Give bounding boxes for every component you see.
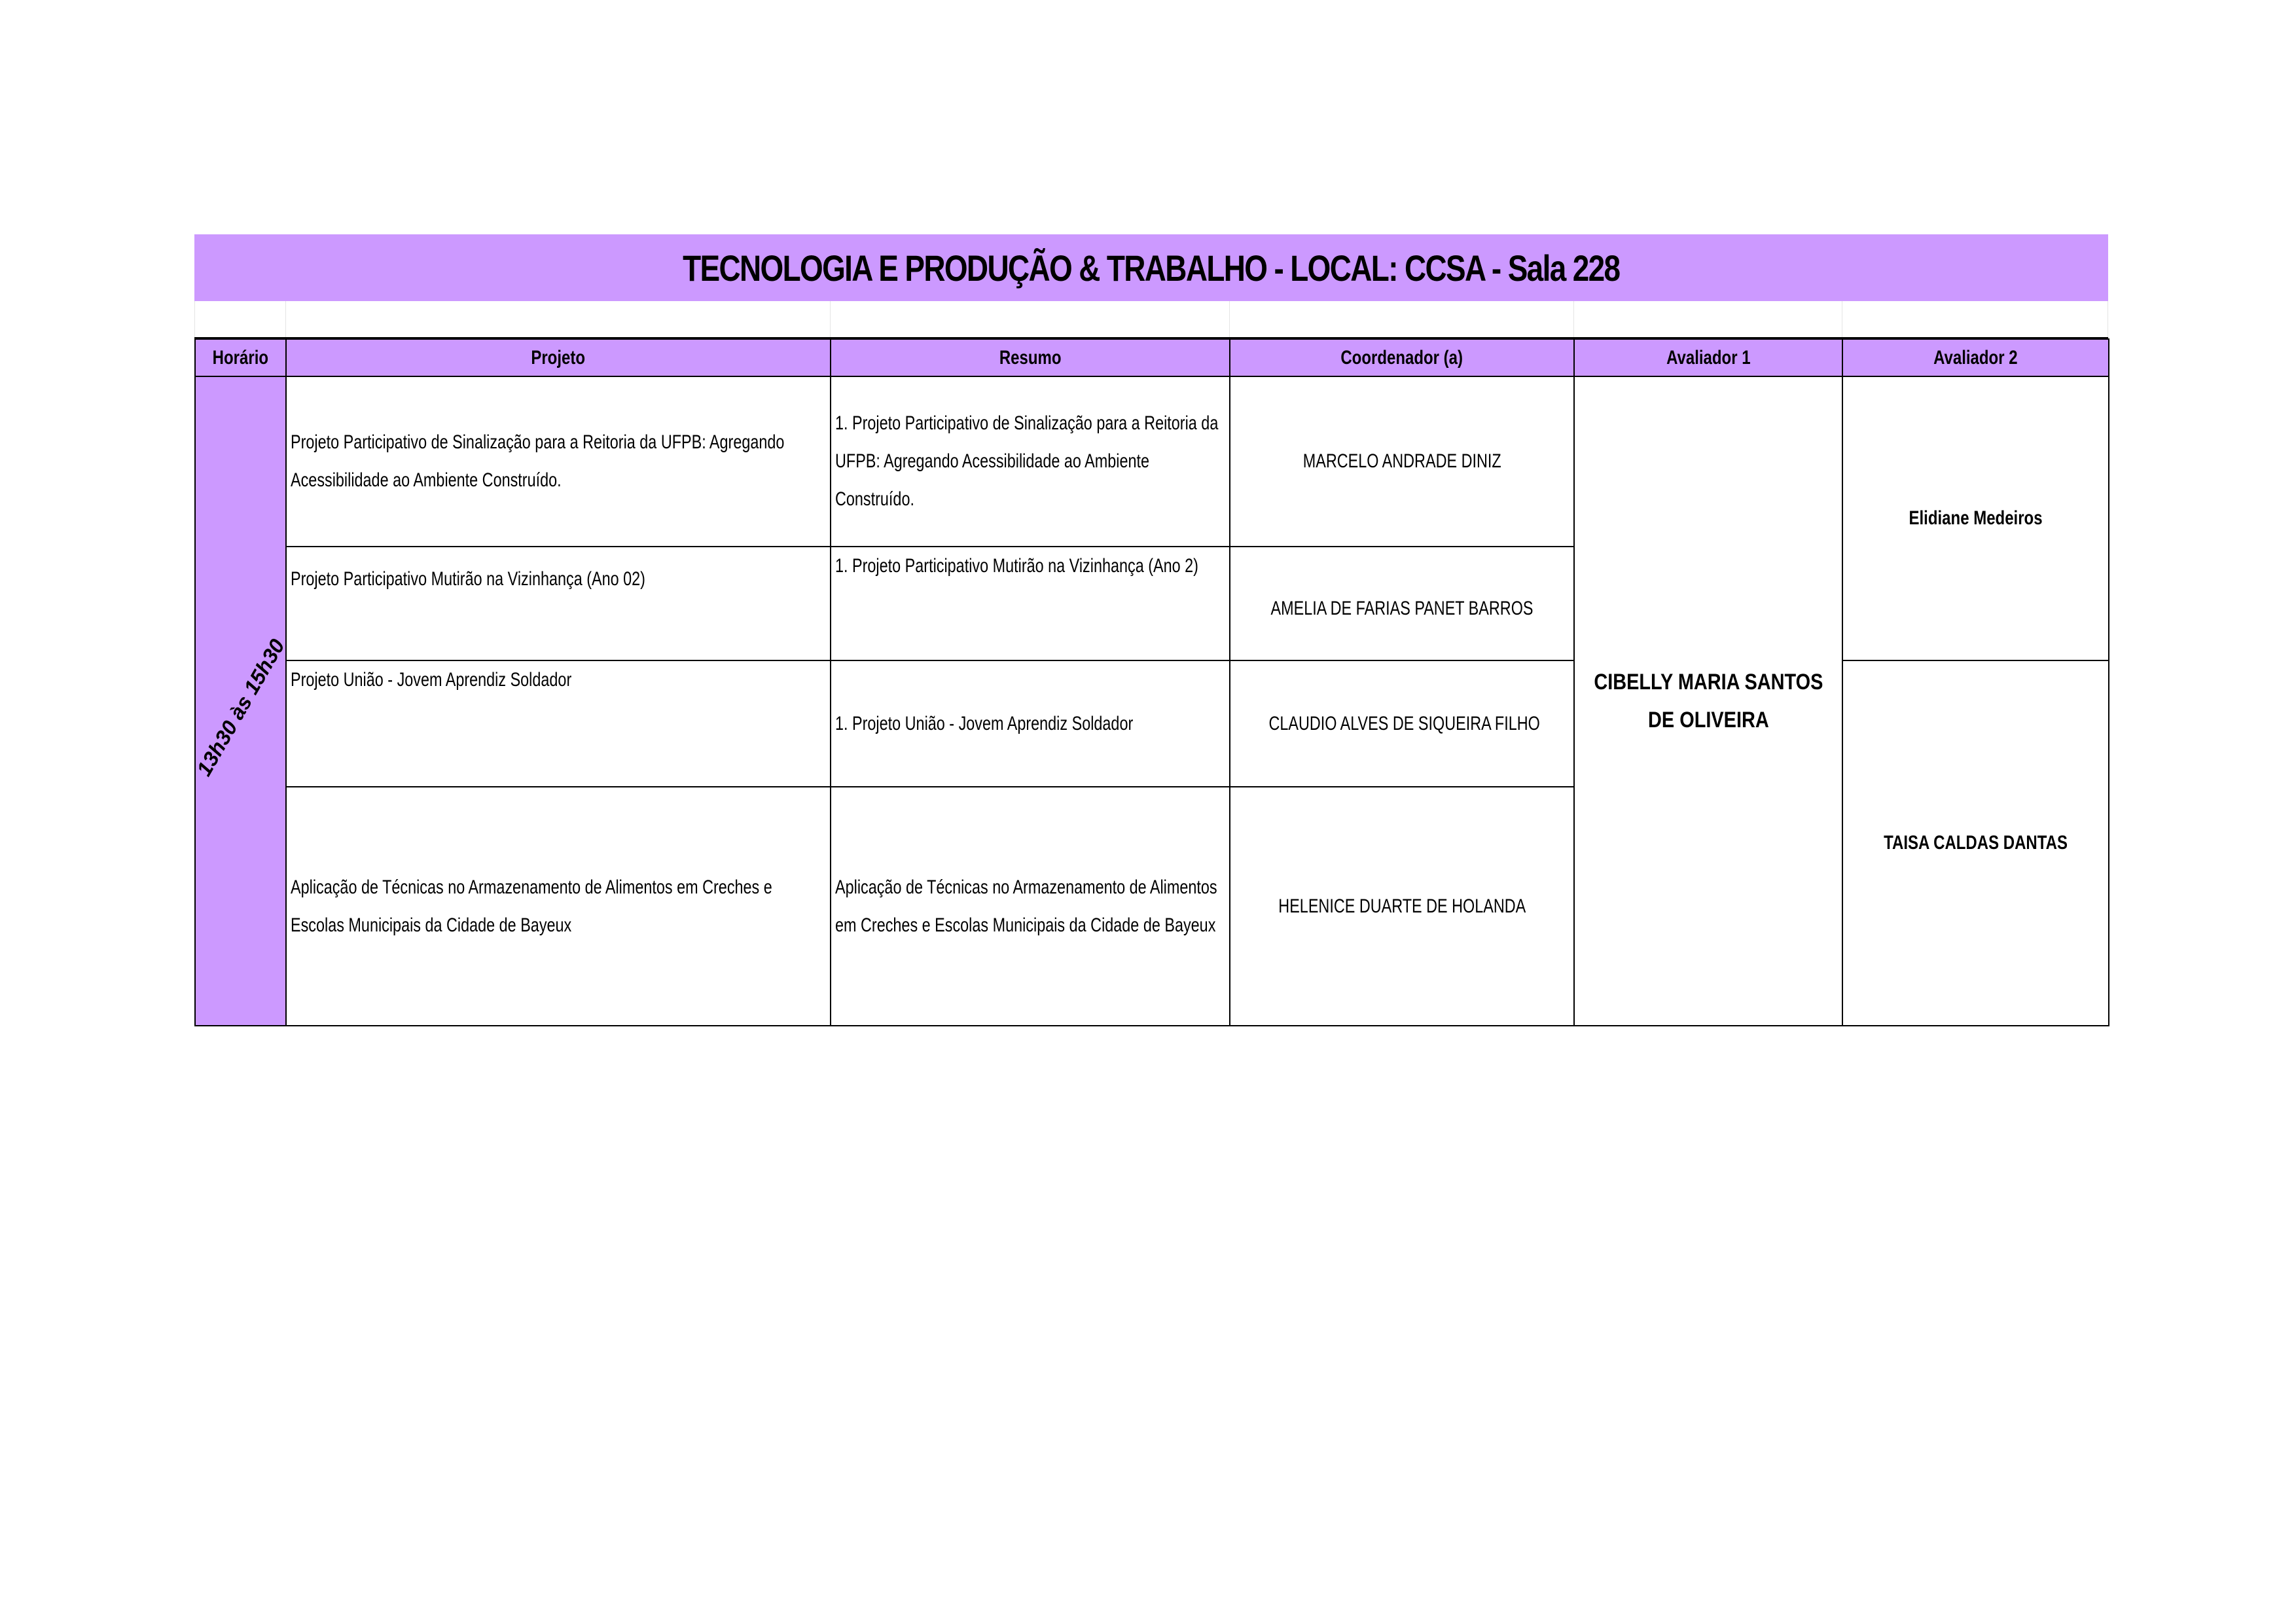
schedule-sheet (191, 234, 2108, 1026)
spacer-row (194, 301, 2108, 338)
horario-cell (191, 376, 289, 1026)
coordenador-cell: AMELIA DE FARIAS PANET BARROS (1230, 547, 1574, 660)
header-horario: Horário (195, 339, 286, 376)
header-avaliador2: Avaliador 2 (1842, 339, 2109, 376)
resumo-cell: 1. Projeto Participativo de Sinalização para a Reitoria da UFPB: Agregando Acessibilidade ao Ambiente Construído. (831, 376, 1230, 547)
projeto-cell: Projeto União - Jovem Aprendiz Soldador (286, 660, 831, 787)
header-resumo: Resumo (831, 339, 1230, 376)
table-row (195, 376, 2109, 547)
coordenador-cell: CLAUDIO ALVES DE SIQUEIRA FILHO (1230, 660, 1574, 787)
projeto-cell: Aplicação de Técnicas no Armazenamento de Alimentos em Creches e Escolas Municipais da Cidade de Bayeux (286, 787, 831, 1026)
resumo-cell: 1. Projeto União - Jovem Aprendiz Soldador (831, 660, 1230, 787)
header-avaliador1: Avaliador 1 (1574, 339, 1842, 376)
schedule-table (191, 338, 2109, 1026)
projeto-cell: Projeto Participativo de Sinalização para a Reitoria da UFPB: Agregando Acessibilidade ao Ambiente Construído. (286, 376, 831, 547)
schedule-title-bar (194, 234, 2108, 301)
header-coordenador: Coordenador (a) (1230, 339, 1574, 376)
avaliador1-cell: CIBELLY MARIA SANTOS DE OLIVEIRA (1574, 376, 1842, 1026)
projeto-cell: Projeto Participativo Mutirão na Vizinhança (Ano 02) (286, 547, 831, 660)
coordenador-cell: HELENICE DUARTE DE HOLANDA (1230, 787, 1574, 1026)
coordenador-cell: MARCELO ANDRADE DINIZ (1230, 376, 1574, 547)
avaliador2-cell: TAISA CALDAS DANTAS (1842, 660, 2109, 1026)
header-row (195, 339, 2109, 376)
resumo-cell: Aplicação de Técnicas no Armazenamento de Alimentos em Creches e Escolas Municipais da Cidade de Bayeux (831, 787, 1230, 1026)
avaliador2-cell: Elidiane Medeiros (1842, 376, 2109, 660)
resumo-cell: 1. Projeto Participativo Mutirão na Vizinhança (Ano 2) (831, 547, 1230, 660)
horario-label: 13h30 às 15h30 (191, 634, 289, 780)
header-projeto: Projeto (286, 339, 831, 376)
schedule-title: TECNOLOGIA E PRODUÇÃO & TRABALHO - LOCAL: CCSA - Sala 228 (683, 247, 1620, 289)
